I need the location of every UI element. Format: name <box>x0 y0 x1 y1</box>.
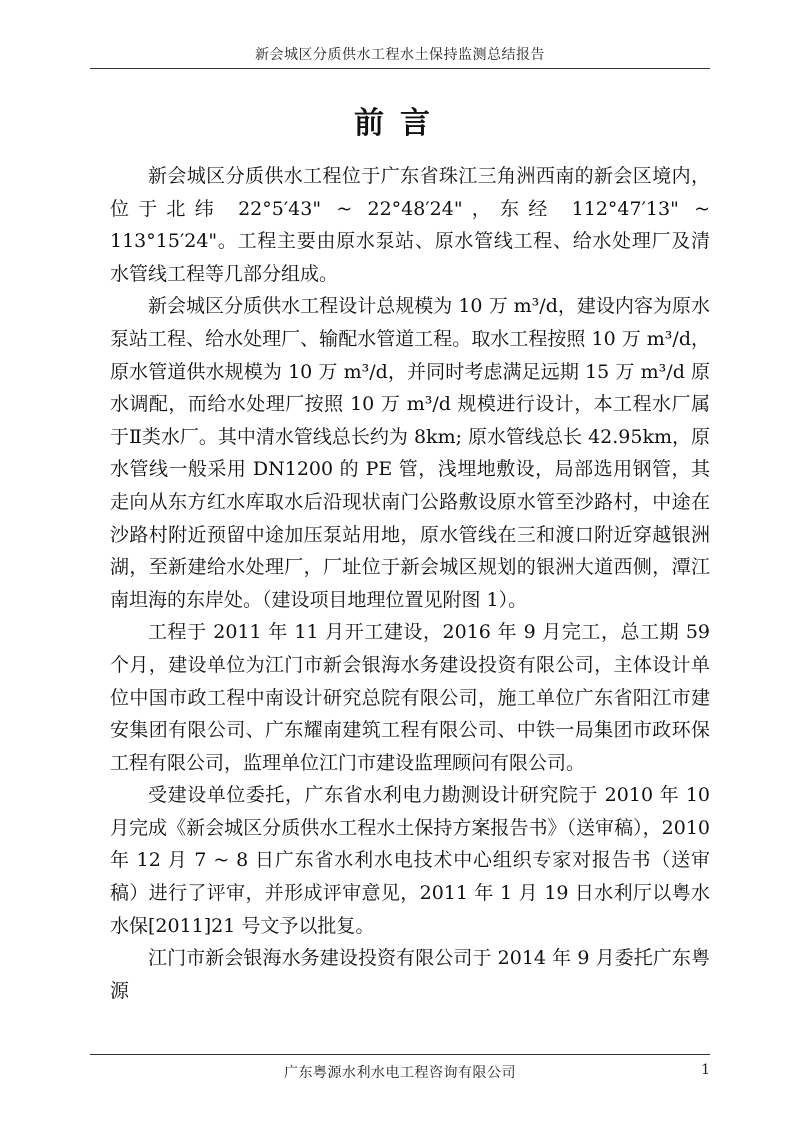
footer-divider <box>90 1054 710 1055</box>
running-header: 新会城区分质供水工程水土保持监测总结报告 <box>255 47 545 63</box>
paragraph-location: 新会城区分质供水工程位于广东省珠江三角洲西南的新会区境内，位于北纬 22°5′43" ~ 22°48′24"，东经 112°47′13" ~ 113°15′24"。工程主要由原水泵站、原水管线工程、给水处理厂及清水管线工程等几部分组成。 <box>110 165 710 285</box>
document-body <box>110 160 710 1007</box>
paragraph-construction: 工程于 2011 年 11 月开工建设，2016 年 9 月完工，总工期 59 个月，建设单位为江门市新会银海水务建设投资有限公司，主体设计单位中国市政工程中南设计研究总院有限公司，施工单位广东省阳江市建安集团有限公司、广东耀南建筑工程有限公司、中铁一局集团市政环保工程有限公司，监理单位江门市建设监理顾问有限公司。 <box>110 621 710 774</box>
paragraph-commission: 江门市新会银海水务建设投资有限公司于 2014 年 9 月委托广东粤源 <box>110 947 710 1002</box>
page-number: 1 <box>701 1062 710 1078</box>
header-divider <box>90 68 710 69</box>
footer-organization: 广东粤源水利水电工程咨询有限公司 <box>284 1065 516 1081</box>
paragraph-scale: 新会城区分质供水工程设计总规模为 10 万 m³/d，建设内容为原水泵站工程、给水处理厂、输配水管道工程。取水工程按照 10 万 m³/d，原水管道供水规模为 10 万 m³/d，并同时考虑满足远期 15 万 m³/d 原水调配，而给水处理厂按照 10 万 m³/d 规模进行设计，本工程水厂属于Ⅱ类水厂。其中清水管线总长约为 8km; 原水管线总长 42.95km，原水管线一般采用 DN1200 的 PE 管，浅埋地敷设，局部选用钢管，其走向从东方红水库取水后沿现状南门公路敷设原水管至沙路村，中途在沙路村附近预留中途加压泵站用地，原水管线在三和渡口附近穿越银洲湖，至新建给水处理厂，厂址位于新会城区规划的银洲大道西侧，潭江南坦海的东岸处。（建设项目地理位置见附图 1）。 <box>110 295 710 611</box>
page-title: 前言 <box>354 106 446 141</box>
paragraph-approval: 受建设单位委托，广东省水利电力勘测设计研究院于 2010 年 10 月完成《新会城区分质供水工程水土保持方案报告书》（送审稿），2010 年 12 月 7 ~ 8 日广东省水利水电技术中心组织专家对报告书（送审稿）进行了评审，并形成评审意见，2011 年 1 月 19 日水利厅以粤水水保[2011]21 号文予以批复。 <box>110 784 710 937</box>
